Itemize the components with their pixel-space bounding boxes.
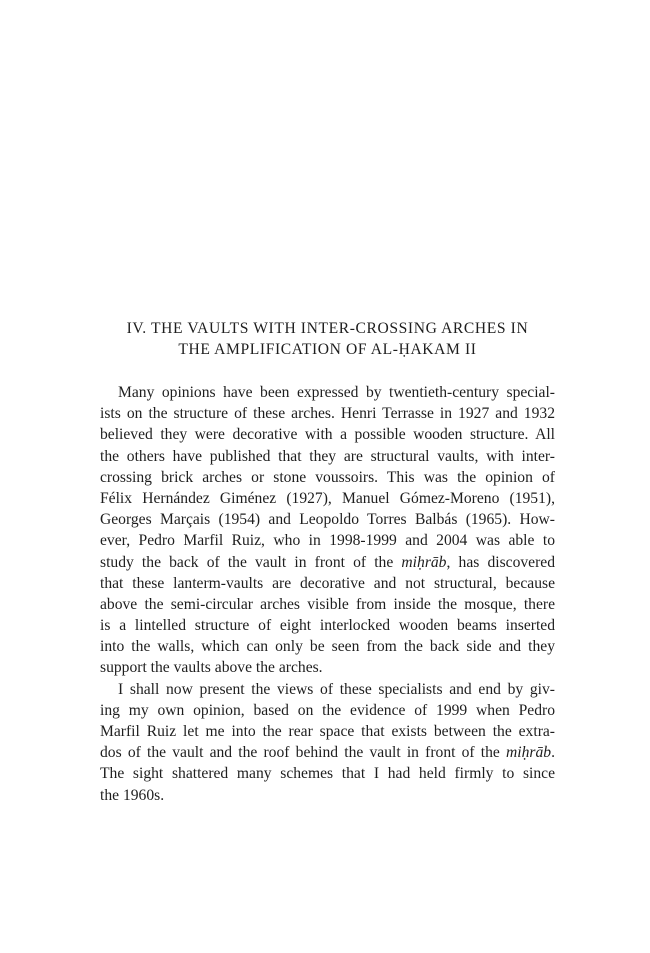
- text-line: the others have published that they are structural vaults, with inter-: [100, 447, 555, 465]
- chapter-title: [100, 318, 555, 360]
- text-line: support the vaults above the arches.: [100, 659, 323, 677]
- text-line: Marfil Ruiz let me into the rear space that exists between the extra-: [100, 723, 555, 740]
- body-text: [100, 382, 555, 806]
- text-line: crossing brick arches or stone voussoirs. This was the opinion of: [100, 468, 555, 486]
- chapter-title-line-2: THE AMPLIFICATION OF AL-ḤAKAM II: [178, 341, 477, 359]
- text-segment: study the back of the vault in front of the: [100, 553, 402, 571]
- text-line: above the semi-circular arches visible from inside the mosque, there: [100, 595, 555, 613]
- text-line: Georges Marçais (1954) and Leopoldo Torres Balbás (1965). How-: [100, 511, 555, 529]
- text-line: I shall now present the views of these specialists and end by giv-: [118, 680, 555, 698]
- text-line: is a lintelled structure of eight interlocked wooden beams inserted: [100, 617, 555, 635]
- text-line: the 1960s.: [100, 786, 165, 804]
- text-line: Félix Hernández Giménez (1927), Manuel Gómez-Moreno (1951),: [100, 489, 555, 507]
- text-line: believed they were decorative with a possible wooden structure. All: [100, 426, 555, 444]
- text-segment: .: [551, 744, 555, 762]
- text-line: The sight shattered many schemes that I had held firmly to since: [100, 765, 555, 783]
- paragraph-1: [100, 382, 555, 679]
- text-line: Many opinions have been expressed by twentieth-century special-: [118, 384, 555, 401]
- paragraph-2: [100, 679, 555, 806]
- italic-term: miḥrāb: [401, 553, 447, 571]
- chapter-title-line-1: IV. THE VAULTS WITH INTER-CROSSING ARCHES IN: [126, 320, 529, 337]
- text-line: into the walls, which can only be seen from the back side and they: [100, 638, 555, 656]
- italic-term: miḥrāb: [506, 744, 552, 762]
- text-line: ing my own opinion, based on the evidence of 1999 when Pedro: [100, 701, 555, 719]
- text-line: ever, Pedro Marfil Ruiz, who in 1998-1999 and 2004 was able to: [100, 532, 555, 550]
- text-line: [100, 742, 555, 763]
- text-line: [100, 552, 555, 573]
- text-line: that these lanterm-vaults are decorative and not structural, because: [100, 574, 555, 592]
- text-segment: , has discovered: [446, 553, 556, 571]
- text-line: ists on the structure of these arches. Henri Terrasse in 1927 and 1932: [100, 405, 555, 423]
- text-segment: dos of the vault and the roof behind the vault in front of the: [100, 744, 507, 762]
